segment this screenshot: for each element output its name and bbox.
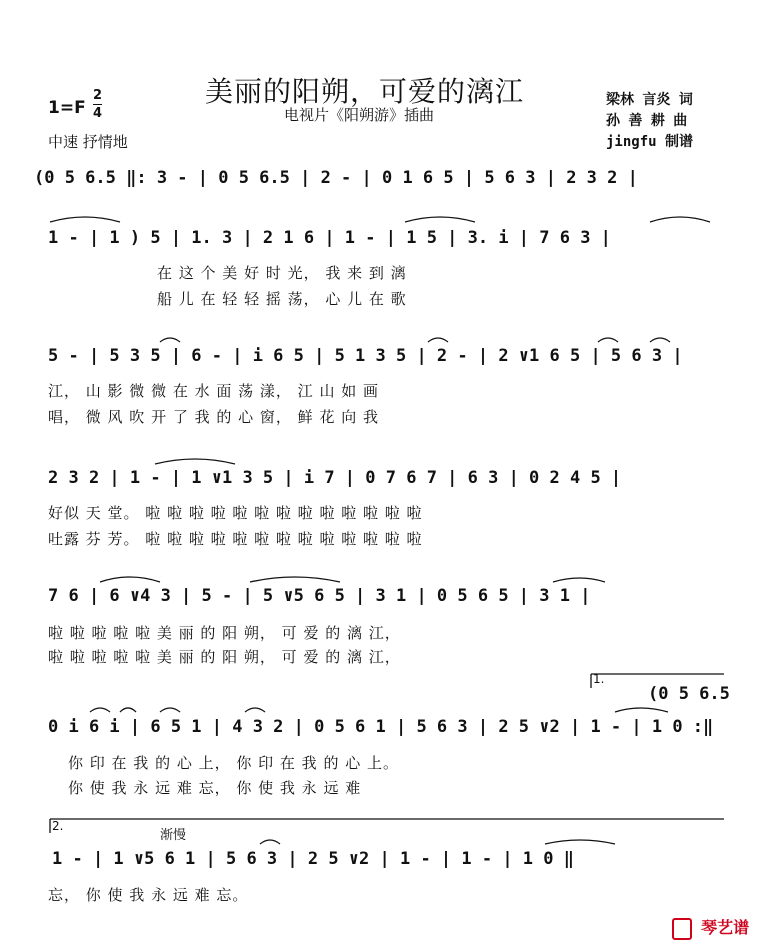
lyric-row-4-verse-2: 吐露 芬 芳。 啦 啦 啦 啦 啦 啦 啦 啦 啦 啦 啦 啦 啦: [48, 530, 423, 548]
notation-row-1: (0 5 6.5 ‖: 3 - | 0 5 6.5 | 2 - | 0 1 6 5 | 5 6 3 | 2 3 2 |: [34, 168, 638, 188]
lyric-row-3-verse-1: 江， 山 影 微 微 在 水 面 荡 漾， 江 山 如 画: [48, 382, 379, 400]
notation-row-5: 7 6 | 6 ∨4 3 | 5 - | 5 ∨5 6 5 | 3 1 | 0 5 6 5 | 3 1 |: [48, 586, 591, 606]
volta-1-label: 1.: [593, 672, 605, 686]
tempo-marking: 中速 抒情地: [48, 133, 128, 151]
notation-row-7: 1 - | 1 ∨5 6 1 | 5 6 3 | 2 5 ∨2 | 1 - | 1 - | 1 0 ‖: [52, 849, 574, 869]
lyric-row-2-verse-2: 船 儿 在 轻 轻 摇 荡， 心 儿 在 歌: [157, 290, 407, 308]
notation-row-4: 2 3 2 | 1 - | 1 ∨1 3 5 | i 7 | 0 7 6 7 | 6 3 | 0 2 4 5 |: [48, 468, 622, 488]
tempo-change-annotation: 渐慢: [160, 828, 187, 843]
notation-row-2: 1 - | 1 ) 5 | 1. 3 | 2 1 6 | 1 - | 1 5 | 3. i | 7 6 3 |: [48, 228, 611, 248]
notation-row-6: 0 i 6 i | 6 5 1 | 4 3 2 | 0 5 6 1 | 5 6 3 | 2 5 ∨2 | 1 - | 1 0 :‖: [48, 717, 714, 737]
time-signature: [93, 87, 102, 122]
lyric-row-6-verse-1: 你 印 在 我 的 心 上， 你 印 在 我 的 心 上。: [68, 754, 399, 772]
song-subtitle: 电视片《阳朔游》插曲: [284, 106, 435, 124]
lyric-row-5-verse-2: 啦 啦 啦 啦 啦 美 丽 的 阳 朔， 可 爱 的 漓 江，: [48, 648, 401, 666]
volta-2-label: 2.: [52, 819, 64, 833]
site-logo: [672, 915, 760, 941]
key-signature: 1=F: [48, 98, 86, 118]
lyric-row-2-verse-1: 在 这 个 美 好 时 光， 我 来 到 漓: [157, 264, 407, 282]
credit-transcriber: jingfu 制谱: [606, 134, 694, 150]
credits: [606, 90, 693, 153]
lyric-row-3-verse-2: 唱， 微 风 吹 开 了 我 的 心 窗， 鲜 花 向 我: [48, 408, 379, 426]
lyric-row-4-verse-1: 好似 天 堂。 啦 啦 啦 啦 啦 啦 啦 啦 啦 啦 啦 啦 啦: [48, 504, 423, 522]
credit-composer: 孙 善 耕 曲: [606, 113, 688, 129]
song-title: 美丽的阳朔，可爱的漓江: [205, 75, 525, 108]
time-sig-top: 2: [93, 88, 103, 103]
lyric-row-5-verse-1: 啦 啦 啦 啦 啦 美 丽 的 阳 朔， 可 爱 的 漓 江，: [48, 624, 401, 642]
volta-1-pickup: (0 5 6.5: [648, 684, 730, 704]
logo-text: 琴艺谱: [701, 918, 750, 937]
logo-mark-icon: [672, 918, 692, 940]
lyric-row-6-verse-2: 你 使 我 永 远 难 忘， 你 使 我 永 远 难: [68, 779, 362, 797]
notation-row-3: 5 - | 5 3 5 | 6 - | i 6 5 | 5 1 3 5 | 2 - | 2 ∨1 6 5 | 5 6 3 |: [48, 346, 683, 366]
lyric-row-7-verse-1: 忘， 你 使 我 永 远 难 忘。: [48, 886, 249, 904]
time-sig-bottom: 4: [93, 106, 103, 121]
credit-lyricist: 梁林 言炎 词: [606, 92, 693, 108]
